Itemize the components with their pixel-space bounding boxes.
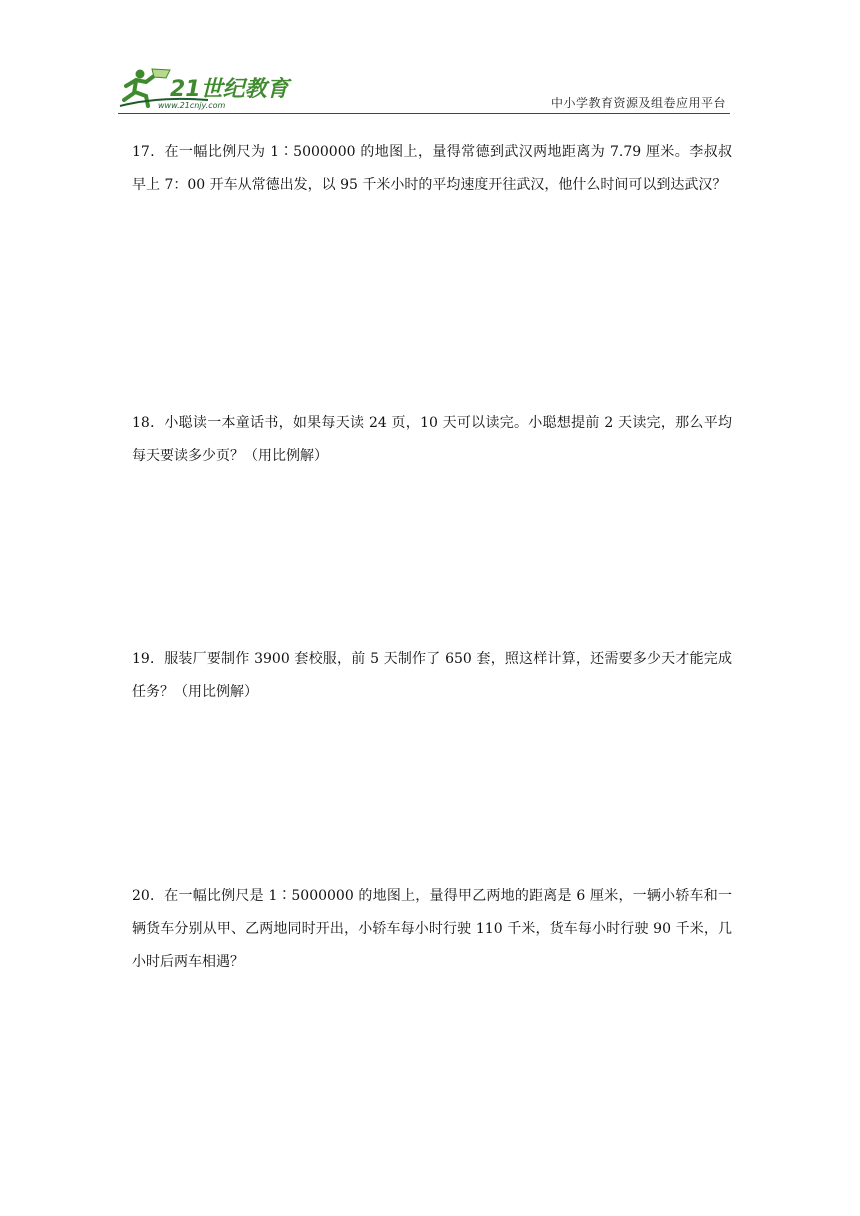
platform-name: 中小学教育资源及组卷应用平台 bbox=[550, 96, 726, 110]
question-17: 17．在一幅比例尺为 1∶5000000 的地图上，量得常德到武汉两地距离为 7.79 厘米。李叔叔早上 7：00 开车从常德出发，以 95 千米小时的平均速度开往武汉，他什么时间可以到达武汉？ bbox=[132, 144, 732, 193]
header-divider bbox=[118, 113, 730, 114]
question-20: 20．在一幅比例尺是 1∶5000000 的地图上，量得甲乙两地的距离是 6 厘米，一辆小轿车和一辆货车分别从甲、乙两地同时开出，小轿车每小时行驶 110 千米，货车每小时行驶 90 千米，几小时后两车相遇？ bbox=[132, 888, 732, 970]
question-19: 19．服装厂要制作 3900 套校服，前 5 天制作了 650 套，照这样计算，还需要多少天才能完成任务？（用比例解） bbox=[132, 651, 732, 700]
question-18: 18．小聪读一本童话书，如果每天读 24 页，10 天可以读完。小聪想提前 2 天读完，那么平均每天要读多少页？（用比例解） bbox=[132, 415, 732, 464]
logo-url: www.21cnjy.com bbox=[158, 101, 226, 110]
logo-title: 21世纪教育 bbox=[170, 77, 289, 102]
runner-logo-icon bbox=[118, 66, 298, 110]
logo-21cnjy bbox=[118, 66, 298, 110]
page-header bbox=[118, 66, 730, 116]
